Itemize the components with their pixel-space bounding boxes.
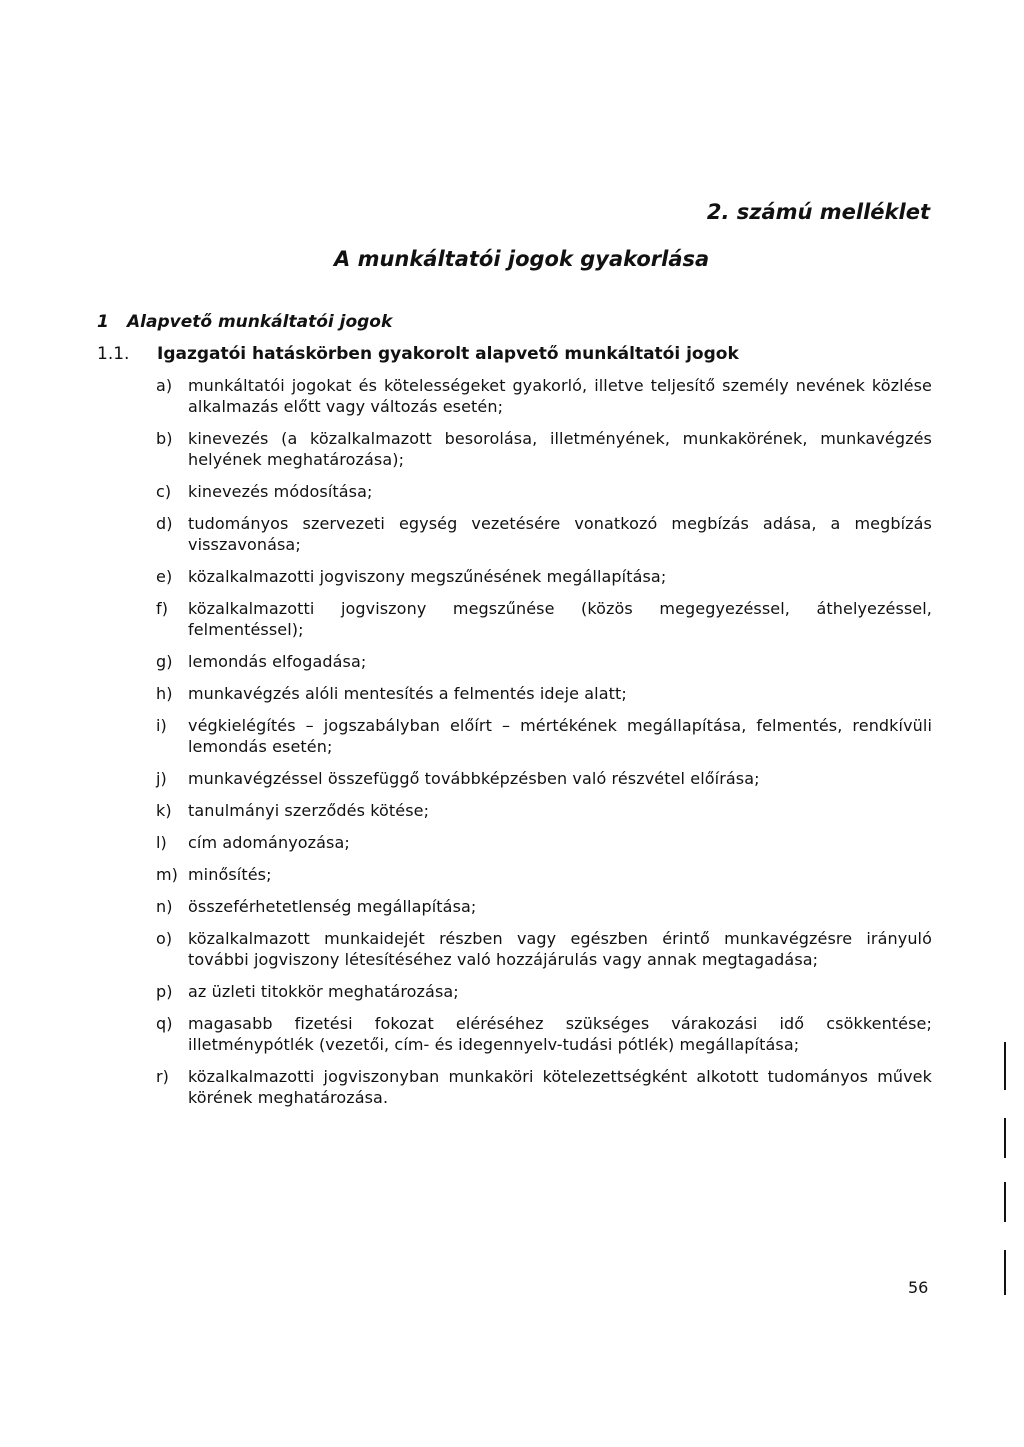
list-item-text: munkavégzés alóli mentesítés a felmentés ideje alatt; [188,684,627,703]
section-number: 1 [97,312,109,332]
list-item [156,832,932,853]
list-item-text: közalkalmazotti jogviszonyban munkaköri kötelezettségként alkotott tudományos művek körének meghatározása. [188,1067,932,1107]
list-item-text: tudományos szervezeti egység vezetésére vonatkozó megbízás adása, a megbízás visszavonása; [188,514,932,554]
list-item-text: összeférhetetlenség megállapítása; [188,897,477,916]
list-item-letter: e) [156,567,173,586]
list-item-text: közalkalmazotti jogviszony megszűnésének megállapítása; [188,567,667,586]
list-item-text: minősítés; [188,865,272,884]
subsection-title: Igazgatói hatáskörben gyakorolt alapvető munkáltatói jogok [157,344,739,364]
list-item-letter: g) [156,652,173,671]
section-heading [97,312,392,332]
page-number: 56 [908,1278,929,1297]
list-item [156,928,932,970]
list-item [156,481,932,502]
annex-label: 2. számú melléklet [706,200,930,224]
list-item-letter: n) [156,897,173,916]
subsection-number: 1.1. [97,344,130,364]
list-item-text: közalkalmazotti jogviszony megszűnése (közös megegyezéssel, áthelyezéssel, felmentéssel); [188,599,932,639]
list-item [156,428,932,470]
margin-bar [1004,1042,1006,1090]
list-item-text: lemondás elfogadása; [188,652,367,671]
list-item-text: végkielégítés – jogszabályban előírt – mértékének megállapítása, felmentés, rendkívüli lemondás esetén; [188,716,932,756]
list-item-letter: k) [156,801,172,820]
list-item [156,683,932,704]
list-item [156,1066,932,1108]
list-item-text: magasabb fizetési fokozat eléréséhez szükséges várakozási idő csökkentése; illetménypótlék (vezetői, cím- és idegennyelv-tudási pótlék) megállapítása; [188,1014,932,1054]
list-item-letter: i) [156,716,167,735]
list-item-letter: h) [156,684,173,703]
list-item-text: tanulmányi szerződés kötése; [188,801,430,820]
list-item-letter: f) [156,599,169,618]
list-item [156,864,932,885]
section-title: Alapvető munkáltatói jogok [127,312,393,332]
list-item-letter: o) [156,929,173,948]
list-item [156,768,932,789]
list-item-text: munkáltatói jogokat és kötelességeket gyakorló, illetve teljesítő személy nevének közlése alkalmazás előtt vagy változás esetén; [188,376,932,416]
list-item-letter: d) [156,514,173,533]
list-item-text: az üzleti titokkör meghatározása; [188,982,459,1001]
list-item-letter: l) [156,833,167,852]
subsection-heading [97,344,739,364]
list-item-letter: q) [156,1014,173,1033]
list-item [156,800,932,821]
document-title: A munkáltatói jogok gyakorlása [334,247,710,271]
list-item [156,598,932,640]
list-item-text: kinevezés módosítása; [188,482,373,501]
list-item [156,566,932,587]
list-item-text: munkavégzéssel összefüggő továbbképzésben való részvétel előírása; [188,769,760,788]
list-item [156,896,932,917]
margin-bar [1004,1118,1006,1158]
margin-bar [1004,1182,1006,1222]
list-item-letter: j) [156,769,167,788]
list-item [156,1013,932,1055]
list-item-letter: r) [156,1067,170,1086]
list-item [156,513,932,555]
list-item [156,651,932,672]
list-item-letter: c) [156,482,172,501]
list-item-text: közalkalmazott munkaidejét részben vagy egészben érintő munkavégzésre irányuló további jogviszony létesítéséhez való hozzájárulás vagy annak megtagadása; [188,929,932,969]
list-item-letter: a) [156,376,173,395]
rights-list [156,375,932,1119]
list-item-text: kinevezés (a közalkalmazott besorolása, illetményének, munkakörének, munkavégzés helyének meghatározása); [188,429,932,469]
list-item-letter: p) [156,982,173,1001]
list-item [156,981,932,1002]
list-item-text: cím adományozása; [188,833,350,852]
list-item [156,375,932,417]
margin-bar [1004,1250,1006,1295]
list-item-letter: m) [156,865,179,884]
list-item-letter: b) [156,429,173,448]
list-item [156,715,932,757]
